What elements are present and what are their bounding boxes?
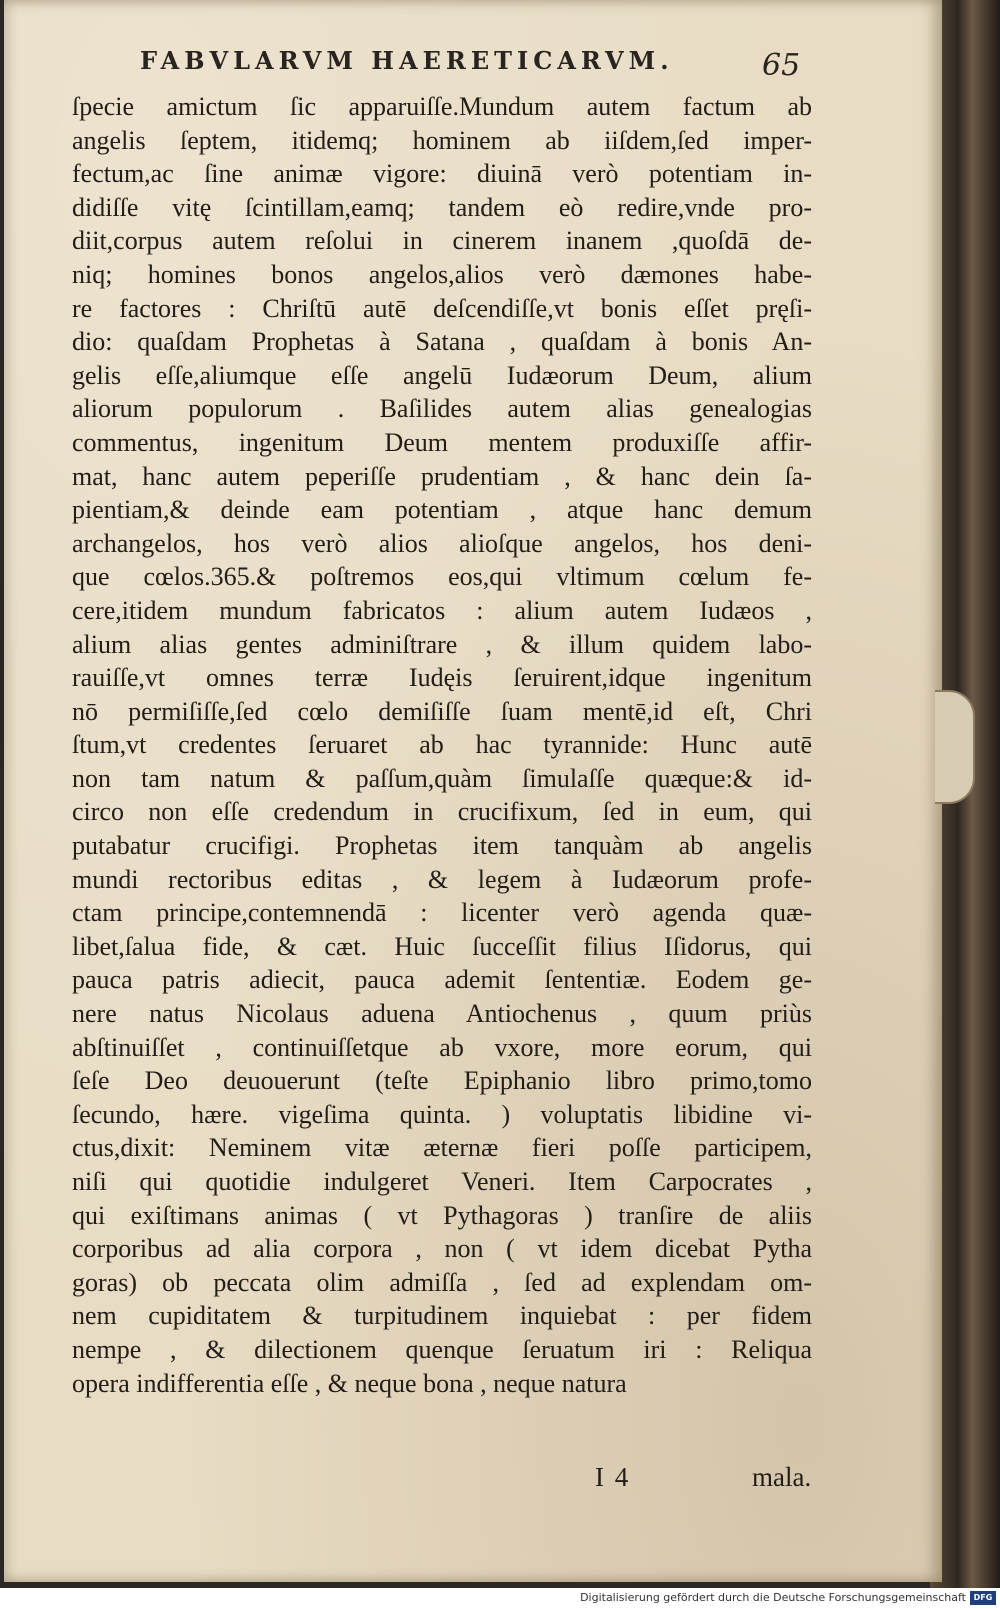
text-line: angelis ſeptem, itidemq; hominem ab iiſdem,ſed imper- <box>72 125 812 155</box>
text-line: commentus, ingenitum Deum mentem produxiſſe affir- <box>72 427 812 457</box>
catchword: mala. <box>752 1462 812 1492</box>
text-line: abſtinuiſſet , continuiſſetque ab vxore, more eorum, qui <box>72 1032 812 1062</box>
text-line: archangelos, hos verò alios alioſque angelos, hos deni- <box>72 528 812 558</box>
text-line: mat, hanc autem peperiſſe prudentiam , & hanc dein ſa- <box>72 461 812 491</box>
text-line: goras) ob peccata olim admiſſa , ſed ad explendam om- <box>72 1267 812 1297</box>
running-head: FABVLARVM HAERETICARVM. <box>140 46 674 75</box>
text-line: circo non eſſe credendum in crucifixum, ſed in eum, qui <box>72 797 812 827</box>
text-line: nere natus Nicolaus aduena Antiochenus , quum priùs <box>72 999 812 1029</box>
text-line: alium alias gentes adminiſtrare , & illum quidem labo- <box>72 629 812 659</box>
text-line: ctus,dixit: Neminem vitæ æternæ fieri poſſe participem, <box>72 1133 812 1163</box>
text-line: ſtum,vt credentes ſeruaret ab hac tyrannide: Hunc autē <box>72 730 812 760</box>
page-number: 65 <box>762 48 801 83</box>
text-line: ſpecie amictum ſic apparuiſſe.Mundum autem factum ab <box>72 92 812 121</box>
text-line: cere,itidem mundum fabricatos : alium autem Iudæos , <box>72 595 812 625</box>
text-line: ſecundo, hære. vigeſima quinta. ) voluptatis libidine vi- <box>72 1099 812 1129</box>
text-line: diit,corpus autem reſolui in cinerem inanem ,quoſdā de- <box>72 226 812 256</box>
text-line: rauiſſe,vt omnes terræ Iudęis ſeruirent,idque ingenitum <box>72 663 812 693</box>
text-line: niſi qui quotidie indulgeret Veneri. Item Carpocrates , <box>72 1167 812 1196</box>
text-line: que cœlos.365.& poſtremos eos,qui vltimum cœlum fe- <box>72 562 812 592</box>
credit-bar <box>0 1588 1000 1610</box>
text-line: re factores : Chriſtū autē deſcendiſſe,vt bonis eſſet pręſi- <box>72 293 812 323</box>
text-line: ctam principe,contemnendā : licenter verò agenda quæ- <box>72 898 812 928</box>
text-line: nem cupiditatem & turpitudinem inquiebat : per fidem <box>72 1301 812 1331</box>
text-line: mundi rectoribus editas , & legem à Iudæorum profe- <box>72 864 812 894</box>
text-line: opera indifferentia eſſe , & neque bona , neque natura <box>72 1368 627 1398</box>
text-line: niq; homines bonos angelos,alios verò dæmones habe- <box>72 259 812 289</box>
text-line: corporibus ad alia corpora , non ( vt idem dicebat Pytha <box>72 1234 812 1264</box>
text-line: nō permiſiſſe,ſed cœlo demiſiſſe ſuam mentē,id eſt, Chri <box>72 696 812 726</box>
page-tab-marker <box>935 690 975 804</box>
text-line: aliorum populorum . Baſilides autem alias genealogias <box>72 394 812 424</box>
text-line: dio: quaſdam Prophetas à Satana , quaſdam à bonis An- <box>72 327 812 357</box>
text-line: putabatur crucifigi. Prophetas item tanquàm ab angelis <box>72 831 812 861</box>
text-line: gelis eſſe,aliumque eſſe angelū Iudæorum Deum, alium <box>72 360 812 390</box>
text-line: didiſſe vitę ſcintillam,eamq; tandem eò redire,vnde pro- <box>72 192 812 222</box>
text-line: nempe , & dilectionem quenque ſeruatum iri : Reliqua <box>72 1334 812 1364</box>
digitization-credit: Digitalisierung gefördert durch die Deutsche Forschungsgemeinschaft <box>580 1591 966 1604</box>
text-line: ſeſe Deo deuouerunt (teſte Epiphanio libro primo,tomo <box>72 1066 812 1096</box>
text-line: libet,ſalua fide, & cæt. Huic ſucceſſit filius Iſidorus, qui <box>72 931 812 961</box>
text-line: qui exiſtimans animas ( vt Pythagoras ) tranſire de aliis <box>72 1200 812 1230</box>
text-line: non tam natum & paſſum,quàm ſimulaſſe quæque:& id- <box>72 763 812 793</box>
body-text <box>72 90 812 1400</box>
text-line: pauca patris adiecit, pauca ademit ſententiæ. Eodem ge- <box>72 965 812 995</box>
dfg-logo: DFG <box>970 1591 996 1605</box>
signature-mark: I 4 <box>595 1462 631 1492</box>
text-line: fectum,ac ſine animæ vigore: diuinā verò potentiam in- <box>72 159 812 189</box>
text-line: pientiam,& deinde eam potentiam , atque hanc demum <box>72 495 812 525</box>
